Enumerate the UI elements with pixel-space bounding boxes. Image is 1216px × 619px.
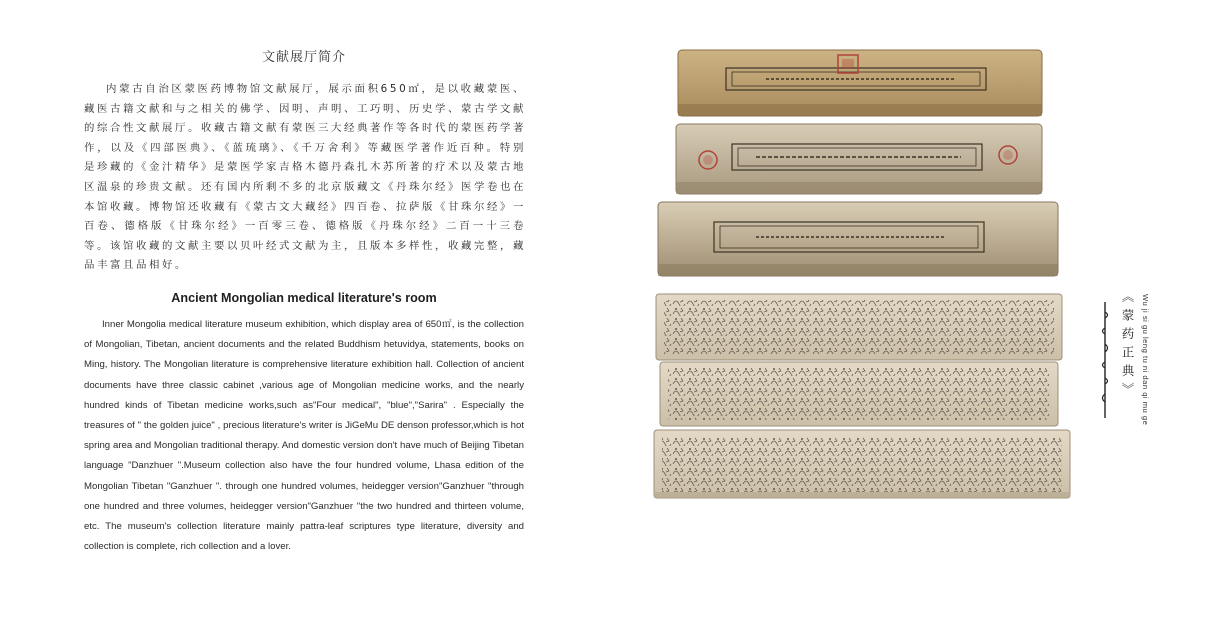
english-body: Inner Mongolia medical literature museum exhibition, which display area of 650㎡, is the collection of Mongolian, Tibetan, ancient documents and the related Buddhism hetuvidya, statements, books on Ming, history. The Mongolian literature is comprehensive literature exhibition hall. Collection of ancient documents have three classic cabinet ,various age of Mongolian medicine works, and the nearly hundred kinds of Tibetan medicine works,such as"Four medical", "blue","Sarira" . Especially the treasures of " the golden juice" , precious literature's writer is JiGeMu DE denson professor,which is hot spring area and Mongolian traditional therapy. And domestic version don't have much of Beijing Tibetan language "Danzhuer ".Museum collection also have the four hundred volume, Lhasa edition of the Mongolian Tibetan "Ganzhuer ". through one hundred volumes, heidegger version"Ganzhuer "through one hundred and three volumes, heidegger version"Ganzhuer "the two hundred and thirteen volume, etc. The museum's collection literature mainly pattra-leaf scriptures type literature, diversity and collection is complete, rich collection and a lover. xyxy=(84,319,524,553)
chinese-body: 内蒙古自治区蒙医药博物馆文献展厅，展示面积650㎡，是以收藏蒙医、藏医古籍文献和与之相关的佛学、因明、声明、工巧明、历史学、蒙古学文献的综合性文献展厅。收藏古籍文献有蒙医三大经典著作等各时代的蒙医药学著作，以及《四部医典》、《蓝琉璃》、《千万舍利》等藏医学著作近百种。特别是珍藏的《金汁精华》是蒙医学家吉格木德丹森扎木苏所著的疗术以及蒙古地区温泉的珍贵文献。还有国内所剩不多的北京版藏文《丹珠尔经》医学卷也在本馆收藏。博物馆还收藏有《蒙古文大藏经》四百卷、拉萨版《甘珠尔经》一百卷、德格版《甘珠尔经》一百零三卷、德格版《丹珠尔经》二百一十三卷等。该馆收藏的文献主要以贝叶经式文献为主，且版本多样性，收藏完整，藏品丰富且品相好。 xyxy=(84,83,526,272)
english-title: Ancient Mongolian medical literature's room xyxy=(171,291,437,305)
caption-pinyin: Wu ji si gu leng tu ni dan qi mu ge xyxy=(1141,294,1150,426)
manuscript-bundle-1 xyxy=(678,50,1042,116)
manuscript-bundle-3 xyxy=(658,202,1058,276)
chinese-title: 文献展厅简介 xyxy=(261,50,346,65)
manuscripts-photo xyxy=(616,36,1078,520)
caption-chinese: 《蒙药正典》 xyxy=(1120,290,1135,401)
engraved-leaf-2 xyxy=(660,362,1058,426)
engraved-leaf-1 xyxy=(656,294,1062,360)
mongolian-script-caption xyxy=(1098,300,1112,420)
manuscript-bundle-2 xyxy=(676,124,1042,194)
engraved-leaf-3 xyxy=(654,430,1070,498)
